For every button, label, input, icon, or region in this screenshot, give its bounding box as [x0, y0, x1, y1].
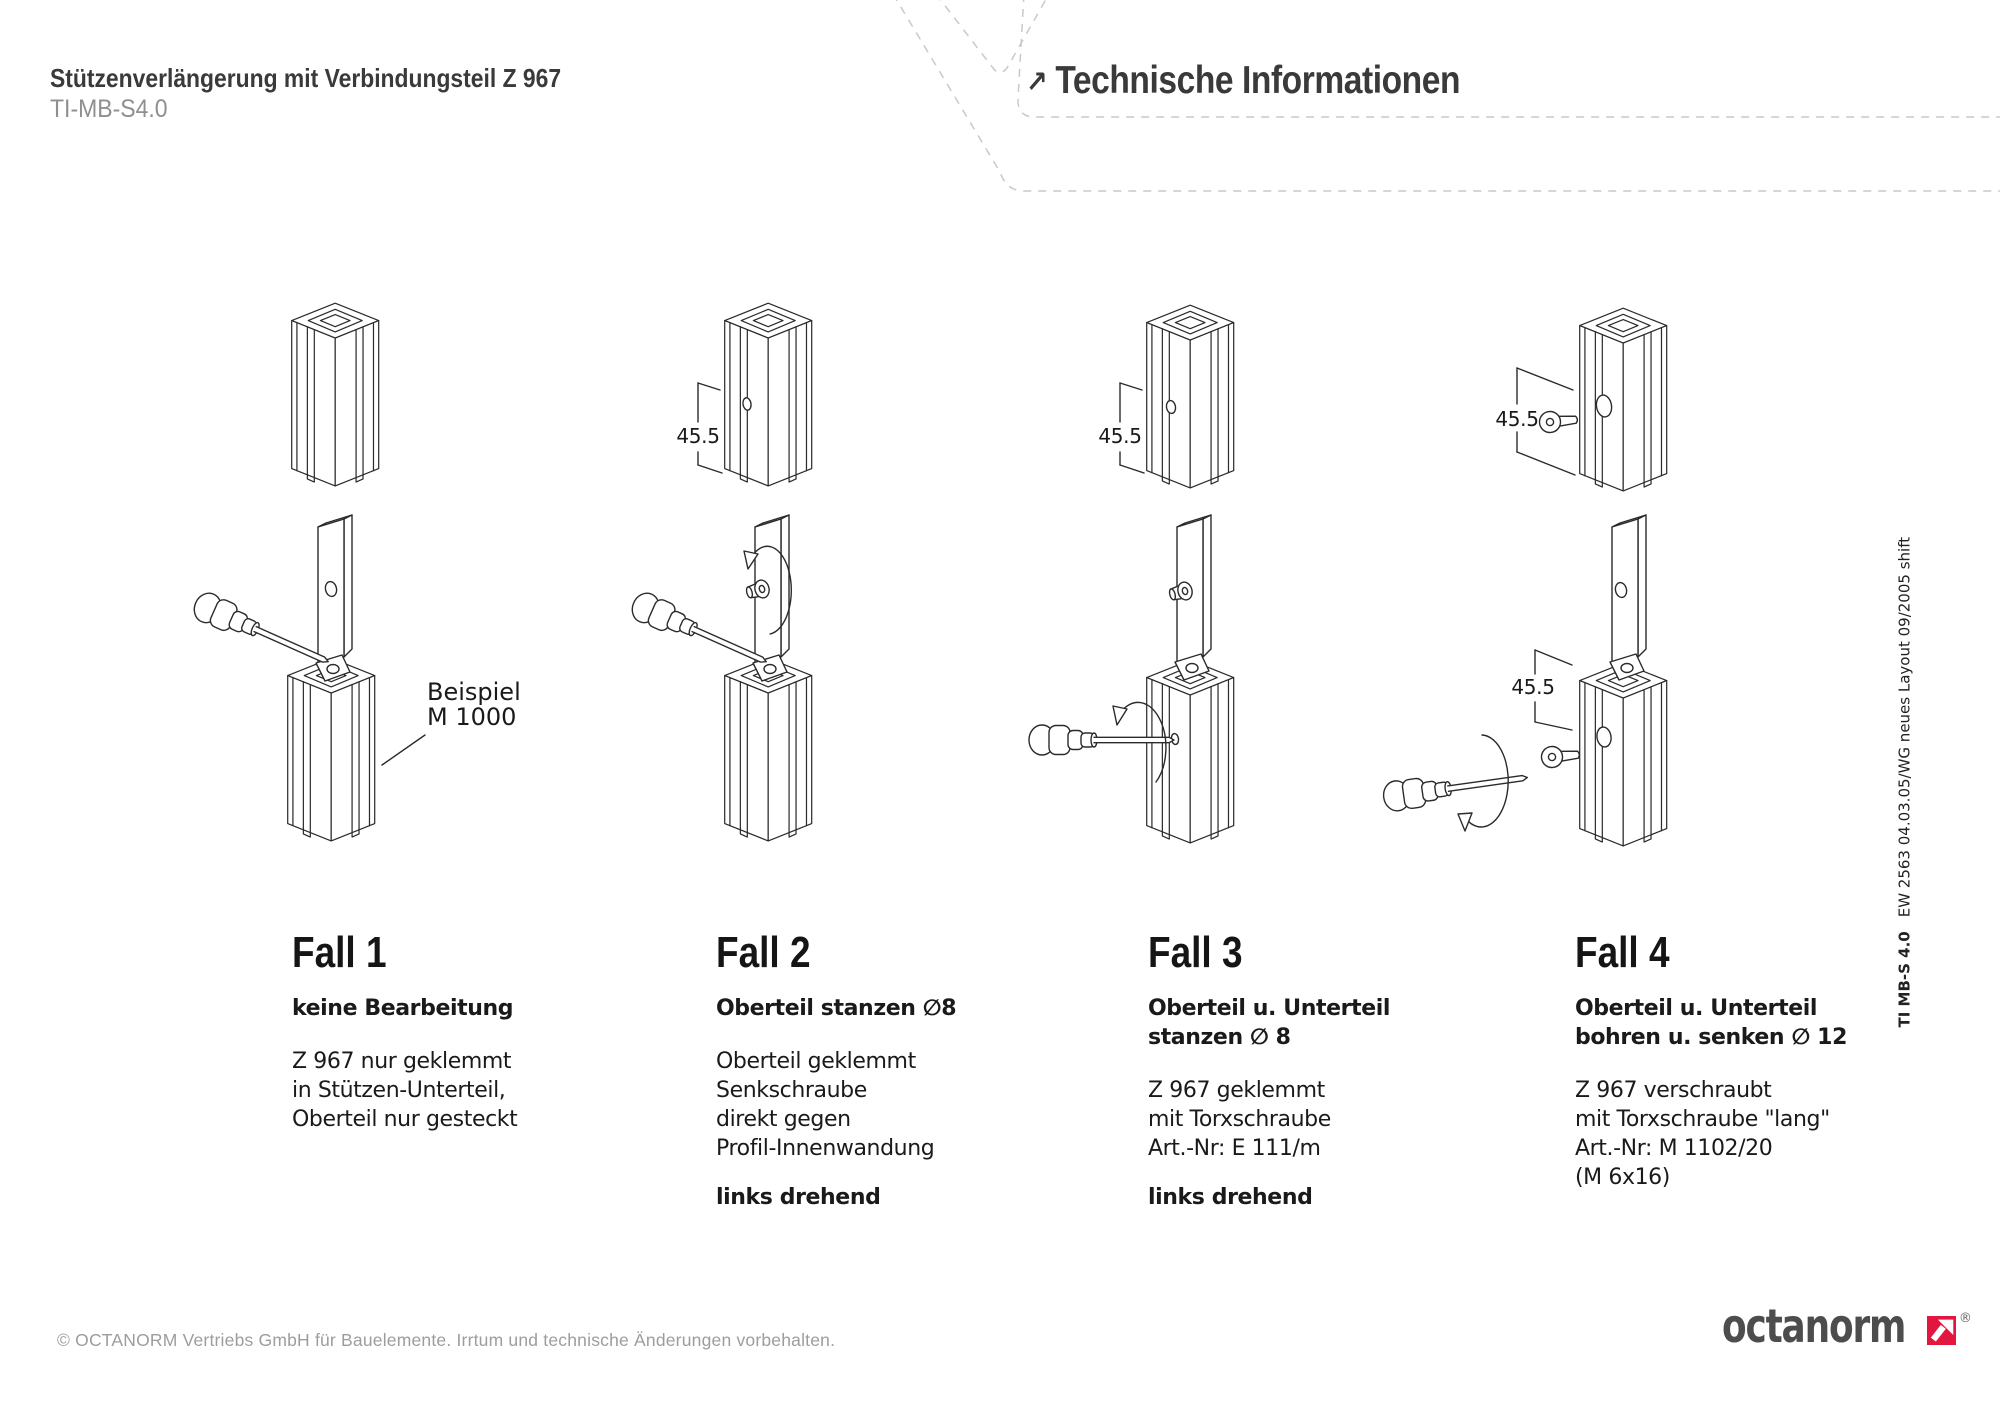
fall-2-subtitle: Oberteil stanzen ∅8	[716, 996, 957, 1021]
dimension-label-upper: 45.5	[1495, 407, 1539, 431]
octanorm-arrow-icon	[1927, 1316, 1956, 1345]
fall-2-body: Oberteil geklemmt	[716, 1049, 916, 1074]
dimension-label: 45.5	[1098, 424, 1142, 448]
fall-2-text-block: Fall 2 Oberteil stanzen ∅8 Oberteil geklemmt Senkschraube direkt gegen Profil-Innenwandung links drehend	[716, 930, 1056, 1210]
fall-1-subtitle: keine Bearbeitung	[292, 996, 514, 1021]
countersunk-screw-icon	[1541, 744, 1581, 768]
fall-3-body: Z 967 geklemmt	[1148, 1078, 1325, 1103]
upper-profile-drawing	[1147, 305, 1234, 488]
fall-1-text-block: Fall 1 keine Bearbeitung Z 967 nur geklemmt in Stützen-Unterteil, Oberteil nur gesteckt	[292, 930, 632, 1134]
fall-2-figure	[620, 230, 990, 910]
countersunk-screw-icon	[1539, 409, 1579, 433]
upper-profile-drawing	[725, 303, 812, 486]
octanorm-logo	[1722, 1299, 1972, 1353]
page-title: Stützenverlängerung mit Verbindungsteil Z 967	[50, 63, 562, 93]
copyright-text: © OCTANORM Vertriebs GmbH für Bauelemente. Irrtum und technische Änderungen vorbehalten.	[57, 1330, 836, 1350]
lower-profile-drawing	[1580, 663, 1667, 846]
fall-1-figure	[200, 230, 570, 910]
revision-code-vertical	[1896, 373, 1916, 1028]
octanorm-logo-text: octanorm	[1722, 1299, 1906, 1353]
screwdriver-icon	[628, 589, 773, 675]
fall-3-note: links drehend	[1148, 1185, 1313, 1210]
upper-profile-drawing	[292, 303, 379, 486]
fall-3-title: Fall 3	[1148, 928, 1243, 977]
dimension-label-lower: 45.5	[1511, 675, 1555, 699]
fall-4-subtitle: Oberteil u. Unterteil	[1575, 996, 1818, 1021]
lower-profile-drawing	[1147, 660, 1234, 843]
fall-4-text-block: Fall 4 Oberteil u. Unterteil bohren u. senken ∅ 12 Z 967 verschraubt mit Torxschraube "lang" Art.-Nr: M 1102/20 (M 6x16)	[1575, 930, 1915, 1192]
fall-1-title: Fall 1	[292, 928, 387, 977]
lower-profile-drawing	[288, 658, 375, 841]
fall-3-subtitle: Oberteil u. Unterteil	[1148, 996, 1391, 1021]
revision-code-rest: EW 2563 04.03.05/WG neues Layout 09/2005 shift	[1895, 536, 1914, 918]
section-title: Technische Informationen	[1055, 59, 1461, 102]
fall-3-text-block: Fall 3 Oberteil u. Unterteil stanzen ∅ 8 Z 967 geklemmt mit Torxschraube Art.-Nr: E 111/m links drehend	[1148, 930, 1488, 1210]
northeast-arrow-icon: ↗	[1026, 65, 1048, 100]
revision-code-bold: TI MB-S 4.0	[1895, 931, 1914, 1028]
lower-profile-drawing	[725, 658, 812, 841]
fall-1-body: Z 967 nur geklemmt	[292, 1049, 512, 1074]
doc-code: TI-MB-S4.0	[50, 95, 168, 123]
dashed-arrow-decoration	[0, 0, 2000, 210]
section-header	[1026, 58, 1460, 104]
registered-mark: ®	[1958, 1311, 1972, 1326]
leader-line	[382, 735, 425, 765]
dimension-label: 45.5	[676, 424, 720, 448]
fall-4-title: Fall 4	[1575, 928, 1670, 977]
example-label-line1: Beispiel	[427, 678, 521, 706]
fall-2-note: links drehend	[716, 1185, 881, 1210]
fall-4-body: Z 967 verschraubt	[1575, 1078, 1772, 1103]
fall-3-figure	[990, 230, 1360, 910]
upper-profile-drawing	[1580, 308, 1667, 491]
fall-2-title: Fall 2	[716, 928, 811, 977]
screwdriver-icon	[190, 589, 335, 675]
example-label-line2: M 1000	[427, 703, 517, 731]
fall-4-figure	[1330, 230, 1730, 910]
